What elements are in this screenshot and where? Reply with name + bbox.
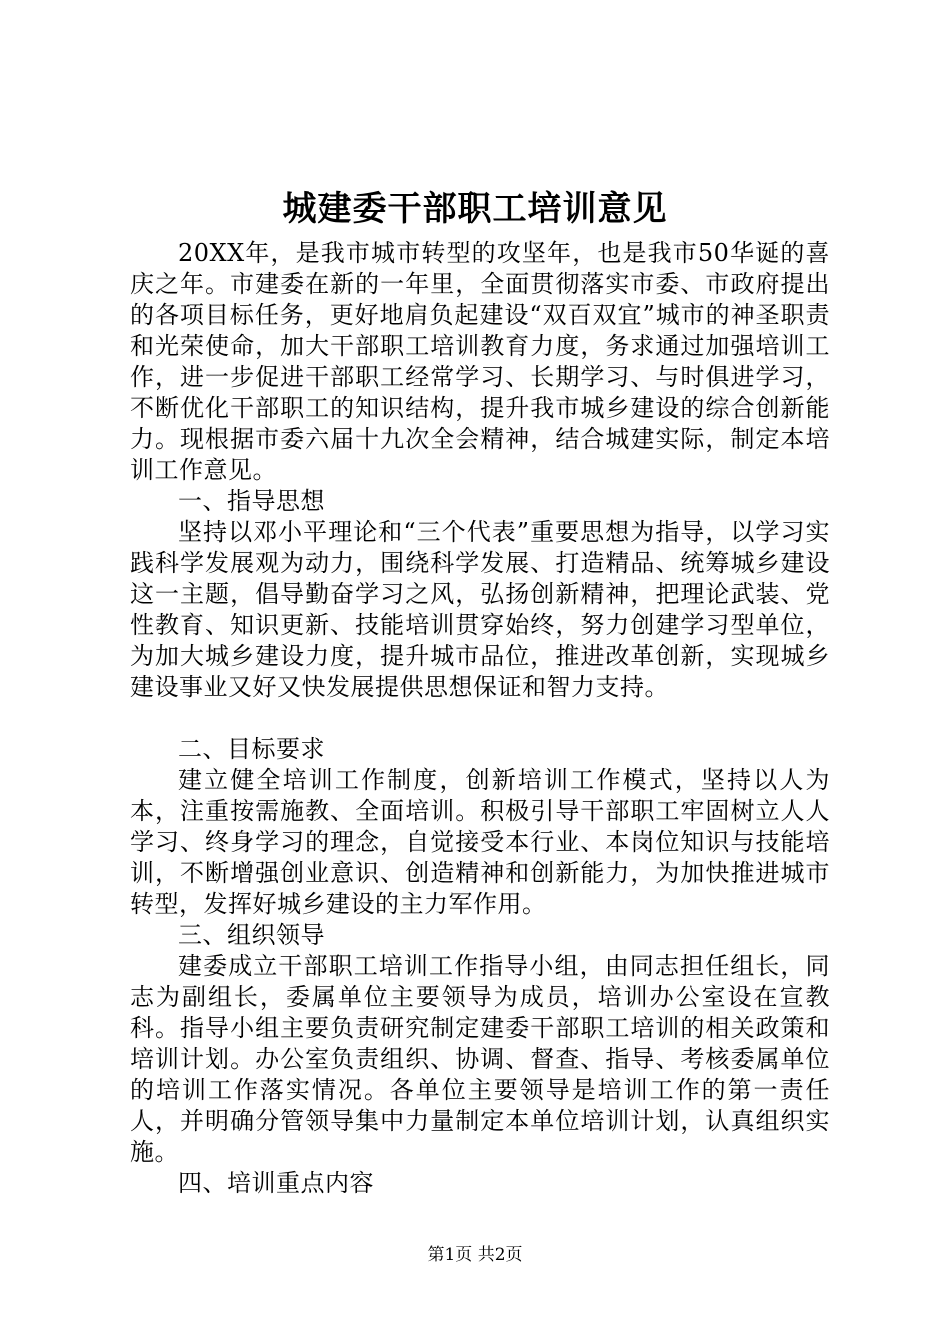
section-heading-organization: 三、组织领导 bbox=[178, 921, 325, 949]
document-body bbox=[130, 238, 830, 1199]
intro-paragraph: 20XX年，是我市城市转型的攻坚年，也是我市50华诞的喜庆之年。市建委在新的一年里，全面贯彻落实市委、市政府提出的各项目标任务，更好地肩负起建设“双百双宜”城市的神圣职责和光荣使命，加大干部职工培训教育力度，务求通过加强培训工作，进一步促进干部职工经常学习、长期学习、与时俱进学习，不断优化干部职工的知识结构，提升我市城乡建设的综合创新能力。现根据市委六届十九次全会精神，结合城建实际，制定本培训工作意见。 bbox=[130, 239, 830, 484]
section-heading-training-content: 四、培训重点内容 bbox=[178, 1169, 374, 1197]
section-heading-goals: 二、目标要求 bbox=[178, 735, 325, 763]
section-heading-guiding-thought: 一、指导思想 bbox=[178, 487, 325, 515]
guiding-thought-paragraph: 坚持以邓小平理论和“三个代表”重要思想为指导，以学习实践科学发展观为动力，围绕科学发展、打造精品、统筹城乡建设这一主题，倡导勤奋学习之风，弘扬创新精神，把理论武装、党性教育、知识更新、技能培训贯穿始终，努力创建学习型单位，为加大城乡建设力度，提升城市品位，推进改革创新，实现城乡建设事业又好又快发展提供思想保证和智力支持。 bbox=[130, 518, 830, 701]
goals-paragraph: 建立健全培训工作制度，创新培训工作模式，坚持以人为本，注重按需施教、全面培训。积极引导干部职工牢固树立人人学习、终身学习的理念，自觉接受本行业、本岗位知识与技能培训，不断增强创业意识、创造精神和创新能力，为加快推进城市转型，发挥好城乡建设的主力军作用。 bbox=[130, 766, 830, 918]
organization-paragraph: 建委成立干部职工培训工作指导小组，由同志担任组长，同志为副组长，委属单位主要领导为成员，培训办公室设在宣教科。指导小组主要负责研究制定建委干部职工培训的相关政策和培训计划。办公室负责组织、协调、督查、指导、考核委属单位的培训工作落实情况。各单位主要领导是培训工作的第一责任人，并明确分管领导集中力量制定本单位培训计划，认真组织实施。 bbox=[130, 952, 830, 1166]
page-footer: 第1页 共2页 bbox=[427, 1245, 523, 1265]
document-title: 城建委干部职工培训意见 bbox=[282, 189, 668, 229]
